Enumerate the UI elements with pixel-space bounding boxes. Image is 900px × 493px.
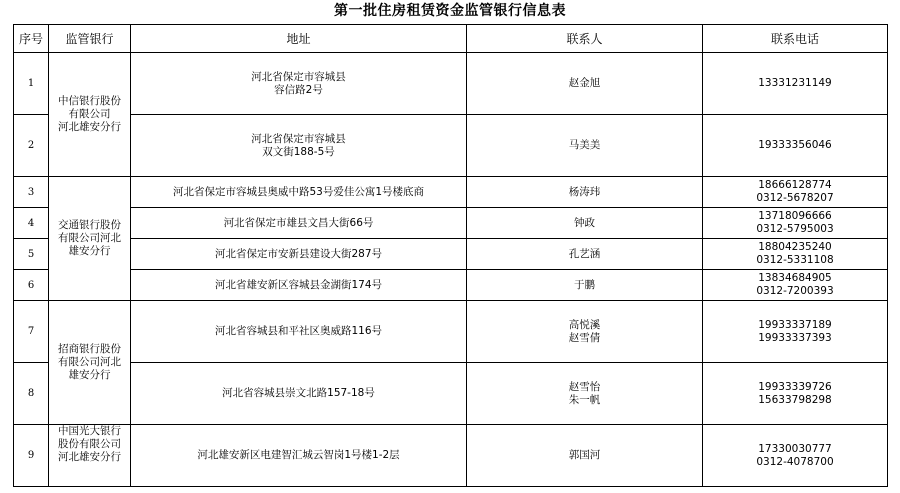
address-cell bbox=[131, 208, 467, 239]
row-index: 9 bbox=[14, 425, 49, 487]
header-bank: 监管银行 bbox=[49, 25, 131, 53]
phone-cell bbox=[703, 239, 888, 270]
contact-cell bbox=[467, 363, 703, 425]
contact-name: 赵金旭 bbox=[568, 77, 601, 89]
bank-name-line: 有限公司 bbox=[68, 108, 111, 120]
bank-name-line: 河北雄安分行 bbox=[58, 121, 121, 133]
contact-name: 赵雪倩 bbox=[568, 331, 601, 344]
contact-name: 于鹏 bbox=[574, 278, 595, 291]
row-index: 7 bbox=[14, 301, 49, 363]
contact-name: 高悦溪 bbox=[568, 318, 601, 331]
address-line: 河北雄安新区电建智汇城云智岗1号楼1-2层 bbox=[197, 449, 400, 461]
contact-name: 钟政 bbox=[574, 216, 595, 229]
contact-cell bbox=[467, 425, 703, 487]
header-address: 地址 bbox=[131, 25, 467, 53]
contact-name: 孔艺涵 bbox=[568, 247, 601, 260]
table-row bbox=[14, 425, 888, 487]
contact-name: 朱一帆 bbox=[568, 393, 601, 406]
phone-number: 0312-5678207 bbox=[756, 192, 834, 204]
bank-info-table bbox=[13, 24, 888, 487]
header-phone: 联系电话 bbox=[703, 25, 888, 53]
table-title: 第一批住房租赁资金监管银行信息表 bbox=[334, 3, 566, 19]
address-line: 河北省容城县崇文北路157-18号 bbox=[222, 387, 375, 399]
bank-name-line: 雄安分行 bbox=[68, 245, 111, 257]
phone-cell bbox=[703, 425, 888, 487]
contact-cell bbox=[467, 208, 703, 239]
address-cell bbox=[131, 270, 467, 301]
contact-name: 郭国河 bbox=[568, 449, 601, 461]
header-index: 序号 bbox=[14, 25, 49, 53]
address-line: 河北省保定市雄县文昌大街66号 bbox=[223, 216, 374, 229]
row-index: 2 bbox=[14, 115, 49, 177]
bank-cell bbox=[49, 301, 131, 425]
address-line: 双文街188-5号 bbox=[262, 145, 335, 158]
address-line: 河北省保定市容城县奥威中路53号爱佳公寓1号楼底商 bbox=[172, 185, 425, 198]
bank-cell bbox=[49, 177, 131, 301]
contact-name: 马美美 bbox=[568, 139, 601, 151]
table-row bbox=[14, 208, 888, 239]
phone-number: 13331231149 bbox=[758, 77, 832, 89]
phone-cell bbox=[703, 53, 888, 115]
contact-name: 赵雪怡 bbox=[568, 380, 601, 393]
address-cell bbox=[131, 115, 467, 177]
phone-number: 18804235240 bbox=[758, 241, 832, 253]
phone-number: 13834684905 bbox=[758, 272, 832, 284]
phone-number: 0312-4078700 bbox=[756, 455, 834, 468]
address-line: 河北省保定市容城县 bbox=[251, 132, 346, 145]
phone-cell bbox=[703, 115, 888, 177]
phone-number: 13718096666 bbox=[758, 210, 832, 222]
address-cell bbox=[131, 425, 467, 487]
table-row bbox=[14, 301, 888, 363]
contact-cell bbox=[467, 177, 703, 208]
address-line: 河北省保定市安新县建设大街287号 bbox=[214, 247, 383, 260]
bank-cell bbox=[49, 53, 131, 177]
table-row bbox=[14, 177, 888, 208]
address-cell bbox=[131, 239, 467, 270]
phone-cell bbox=[703, 270, 888, 301]
contact-cell bbox=[467, 301, 703, 363]
phone-number: 19333356046 bbox=[758, 139, 832, 151]
row-index: 3 bbox=[14, 177, 49, 208]
bank-name-line: 有限公司河北 bbox=[58, 232, 121, 244]
header-contact: 联系人 bbox=[467, 25, 703, 53]
bank-name-line: 招商银行股份 bbox=[58, 343, 121, 355]
phone-number: 0312-5795003 bbox=[756, 223, 834, 235]
address-cell bbox=[131, 53, 467, 115]
row-index: 8 bbox=[14, 363, 49, 425]
phone-number: 19933337189 bbox=[758, 318, 832, 331]
address-line: 河北省保定市容城县 bbox=[251, 70, 346, 83]
phone-number: 15633798298 bbox=[758, 393, 832, 406]
address-line: 河北省雄安新区容城县金湖街174号 bbox=[214, 278, 383, 291]
table-row bbox=[14, 53, 888, 115]
bank-cell bbox=[49, 425, 131, 487]
phone-cell bbox=[703, 177, 888, 208]
phone-number: 19933337393 bbox=[758, 331, 832, 344]
contact-cell bbox=[467, 270, 703, 301]
phone-cell bbox=[703, 208, 888, 239]
header-row bbox=[14, 25, 888, 53]
phone-number: 18666128774 bbox=[758, 179, 832, 191]
bank-name-line: 股份有限公司 bbox=[58, 438, 121, 450]
bank-name-line: 中国光大银行 bbox=[58, 425, 121, 437]
address-cell bbox=[131, 363, 467, 425]
row-index: 6 bbox=[14, 270, 49, 301]
table-row bbox=[14, 363, 888, 425]
contact-name: 杨涛玮 bbox=[568, 185, 601, 198]
address-line: 容信路2号 bbox=[274, 83, 323, 96]
phone-number: 17330030777 bbox=[758, 442, 832, 455]
contact-cell bbox=[467, 115, 703, 177]
phone-cell bbox=[703, 363, 888, 425]
address-cell bbox=[131, 177, 467, 208]
bank-name-line: 河北雄安分行 bbox=[58, 451, 121, 463]
bank-name-line: 雄安分行 bbox=[68, 369, 111, 381]
address-cell bbox=[131, 301, 467, 363]
table-row bbox=[14, 239, 888, 270]
table-row bbox=[14, 270, 888, 301]
phone-number: 0312-5331108 bbox=[756, 254, 834, 266]
phone-cell bbox=[703, 301, 888, 363]
bank-name-line: 交通银行股份 bbox=[58, 219, 121, 231]
contact-cell bbox=[467, 53, 703, 115]
contact-cell bbox=[467, 239, 703, 270]
address-line: 河北省容城县和平社区奥威路116号 bbox=[214, 325, 383, 337]
row-index: 1 bbox=[14, 53, 49, 115]
row-index: 5 bbox=[14, 239, 49, 270]
bank-name-line: 有限公司河北 bbox=[58, 356, 121, 368]
phone-number: 0312-7200393 bbox=[756, 285, 834, 297]
row-index: 4 bbox=[14, 208, 49, 239]
bank-name-line: 中信银行股份 bbox=[58, 95, 121, 107]
phone-number: 19933339726 bbox=[758, 380, 832, 393]
table-row bbox=[14, 115, 888, 177]
